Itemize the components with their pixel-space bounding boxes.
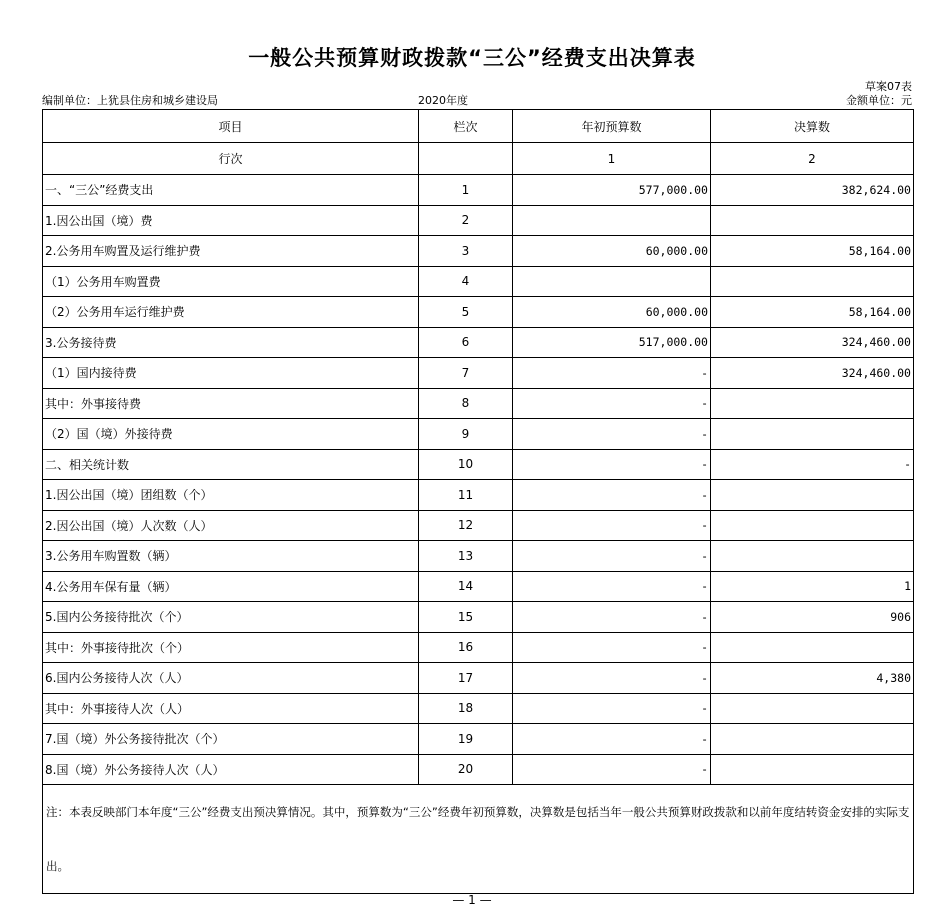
row-col-cell: 14	[419, 571, 513, 602]
row-col-cell: 16	[419, 632, 513, 663]
row-budget-cell: -	[513, 510, 711, 541]
row-col-cell: 20	[419, 754, 513, 785]
row-actual-cell: 1	[711, 571, 914, 602]
row-item-cell: 其中：外事接待批次（个）	[43, 632, 419, 663]
table-row	[43, 754, 914, 785]
row-item-cell: 4.公务用车保有量（辆）	[43, 571, 419, 602]
row-item-cell: 1.因公出国（境）团组数（个）	[43, 480, 419, 511]
expense-table	[42, 109, 914, 894]
page-number: — 1 —	[452, 893, 492, 907]
row-actual-cell: -	[711, 449, 914, 480]
row-budget-cell: 60,000.00	[513, 297, 711, 328]
row-budget-cell: -	[513, 541, 711, 572]
row-item-cell: 一、“三公”经费支出	[43, 175, 419, 206]
table-row	[43, 449, 914, 480]
row-col-cell: 3	[419, 236, 513, 267]
row-item-cell: 8.国（境）外公务接待人次（人）	[43, 754, 419, 785]
row-budget-cell: -	[513, 632, 711, 663]
row-item-cell: 7.国（境）外公务接待批次（个）	[43, 724, 419, 755]
row-item-cell: （2）公务用车运行维护费	[43, 297, 419, 328]
row-actual-cell	[711, 266, 914, 297]
row-col-cell: 11	[419, 480, 513, 511]
row-budget-cell	[513, 205, 711, 236]
row-actual-cell	[711, 693, 914, 724]
row-col-cell: 2	[419, 205, 513, 236]
row-item-cell: 3.公务用车购置数（辆）	[43, 541, 419, 572]
header-actual: 决算数	[711, 110, 914, 143]
row-actual-cell	[711, 480, 914, 511]
page-title: 一般公共预算财政拨款“三公”经费支出决算表	[248, 46, 696, 70]
table-subheader-row	[43, 143, 914, 175]
table-row	[43, 175, 914, 206]
table-row	[43, 632, 914, 663]
row-budget-cell: -	[513, 388, 711, 419]
row-item-cell: （1）国内接待费	[43, 358, 419, 389]
row-budget-cell: 517,000.00	[513, 327, 711, 358]
row-budget-cell: 60,000.00	[513, 236, 711, 267]
row-actual-cell: 58,164.00	[711, 236, 914, 267]
row-col-cell: 9	[419, 419, 513, 450]
row-budget-cell: -	[513, 419, 711, 450]
row-budget-cell: -	[513, 571, 711, 602]
table-note-row	[43, 785, 914, 894]
row-actual-cell	[711, 724, 914, 755]
subheader-budget: 1	[513, 143, 711, 175]
row-budget-cell: -	[513, 449, 711, 480]
row-item-cell: 2.因公出国（境）人次数（人）	[43, 510, 419, 541]
row-col-cell: 13	[419, 541, 513, 572]
row-actual-cell	[711, 754, 914, 785]
row-item-cell: 5.国内公务接待批次（个）	[43, 602, 419, 633]
row-actual-cell	[711, 419, 914, 450]
subheader-actual: 2	[711, 143, 914, 175]
row-budget-cell: -	[513, 693, 711, 724]
table-row	[43, 663, 914, 694]
row-item-cell: 其中：外事接待费	[43, 388, 419, 419]
table-row	[43, 541, 914, 572]
table-row	[43, 724, 914, 755]
table-header-row	[43, 110, 914, 143]
row-budget-cell: -	[513, 724, 711, 755]
row-budget-cell: -	[513, 754, 711, 785]
table-row	[43, 327, 914, 358]
row-item-cell: 1.因公出国（境）费	[43, 205, 419, 236]
fiscal-year: 2020年度	[418, 94, 468, 107]
row-actual-cell: 382,624.00	[711, 175, 914, 206]
row-actual-cell: 58,164.00	[711, 297, 914, 328]
subheader-item: 行次	[43, 143, 419, 175]
row-item-cell: （1）公务用车购置费	[43, 266, 419, 297]
row-col-cell: 10	[419, 449, 513, 480]
table-row	[43, 693, 914, 724]
table-row	[43, 266, 914, 297]
row-item-cell: 2.公务用车购置及运行维护费	[43, 236, 419, 267]
header-item: 项目	[43, 110, 419, 143]
table-row	[43, 358, 914, 389]
row-col-cell: 19	[419, 724, 513, 755]
table-row	[43, 602, 914, 633]
row-actual-cell: 906	[711, 602, 914, 633]
row-budget-cell	[513, 266, 711, 297]
row-item-cell: 3.公务接待费	[43, 327, 419, 358]
table-row	[43, 510, 914, 541]
row-item-cell: 其中：外事接待人次（人）	[43, 693, 419, 724]
row-budget-cell: -	[513, 663, 711, 694]
row-actual-cell	[711, 388, 914, 419]
form-number: 草案07表	[865, 80, 912, 93]
table-row	[43, 236, 914, 267]
subheader-col	[419, 143, 513, 175]
row-col-cell: 4	[419, 266, 513, 297]
table-note: 注：本表反映部门本年度“三公”经费支出预决算情况。其中，预算数为“三公”经费年初预算数，决算数是包括当年一般公共预算财政拨款和以前年度结转资金安排的实际支出。	[43, 785, 914, 894]
row-budget-cell: -	[513, 358, 711, 389]
row-item-cell: 二、相关统计数	[43, 449, 419, 480]
header-budget: 年初预算数	[513, 110, 711, 143]
table-row	[43, 480, 914, 511]
row-actual-cell: 4,380	[711, 663, 914, 694]
row-actual-cell	[711, 510, 914, 541]
row-budget-cell: -	[513, 602, 711, 633]
row-actual-cell	[711, 541, 914, 572]
table-row	[43, 571, 914, 602]
row-col-cell: 5	[419, 297, 513, 328]
table-row	[43, 388, 914, 419]
row-actual-cell: 324,460.00	[711, 358, 914, 389]
row-col-cell: 7	[419, 358, 513, 389]
currency-unit: 金额单位：元	[846, 94, 912, 107]
row-col-cell: 12	[419, 510, 513, 541]
compiling-unit: 编制单位：上犹县住房和城乡建设局	[42, 94, 218, 107]
row-item-cell: 6.国内公务接待人次（人）	[43, 663, 419, 694]
row-col-cell: 6	[419, 327, 513, 358]
table-row	[43, 297, 914, 328]
row-col-cell: 8	[419, 388, 513, 419]
row-actual-cell	[711, 205, 914, 236]
row-actual-cell	[711, 632, 914, 663]
row-col-cell: 18	[419, 693, 513, 724]
table-row	[43, 419, 914, 450]
row-col-cell: 15	[419, 602, 513, 633]
table-row	[43, 205, 914, 236]
row-budget-cell: -	[513, 480, 711, 511]
row-budget-cell: 577,000.00	[513, 175, 711, 206]
row-item-cell: （2）国（境）外接待费	[43, 419, 419, 450]
row-col-cell: 17	[419, 663, 513, 694]
row-actual-cell: 324,460.00	[711, 327, 914, 358]
header-col: 栏次	[419, 110, 513, 143]
row-col-cell: 1	[419, 175, 513, 206]
